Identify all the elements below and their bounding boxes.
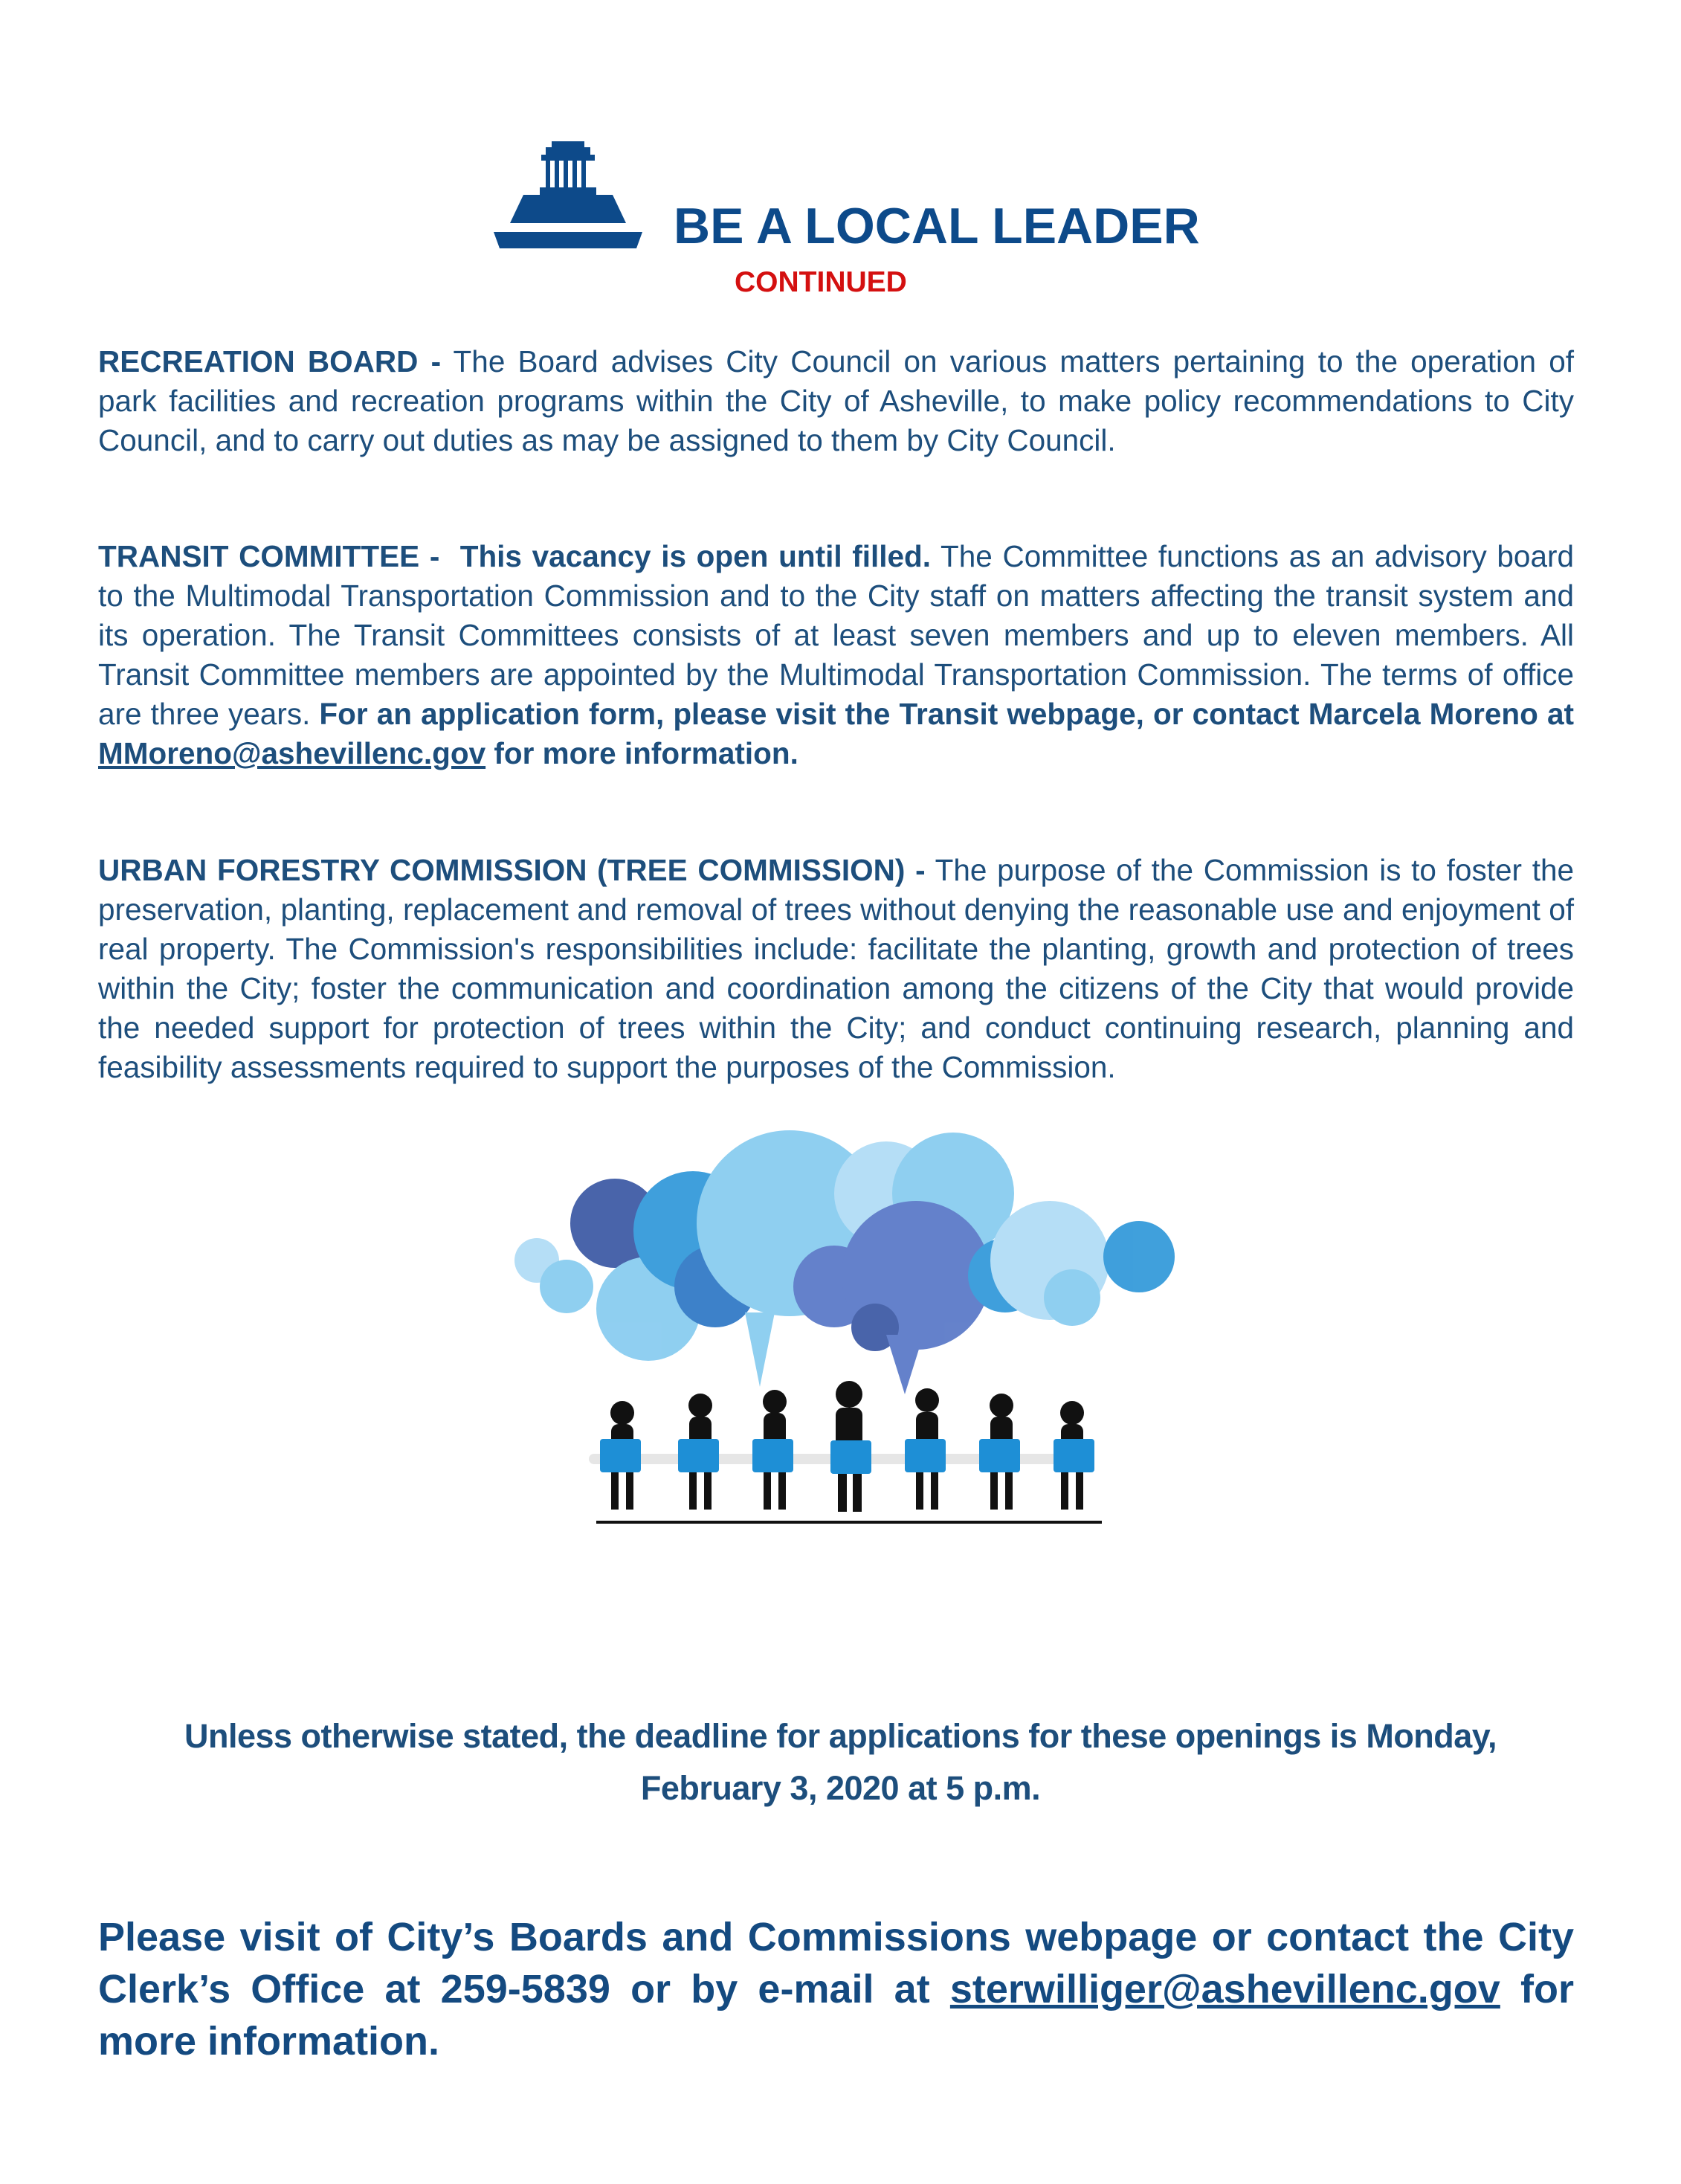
transit-committee-section bbox=[98, 537, 1574, 773]
contact-tail: for more information. bbox=[98, 1967, 1574, 2064]
section-heading: TRANSIT COMMITTEE - bbox=[98, 539, 440, 573]
deadline-line-2: February 3, 2020 at 5 p.m. bbox=[640, 1769, 1041, 1807]
bubble-icon bbox=[1044, 1269, 1100, 1326]
section-body: The purpose of the Commission is to foster the preservation, planting, replacement and removal of trees without denying the reasonable use and enjoyment of real property. The Commission's responsibilities include: facilitate the planting, growth and protection of trees within the City; foster the communication and coordination among the citizens of the City that would provide the needed support for protection of trees within the City; and conduct continuing research, planning and feasibility assessments required to support the purposes of the Commission. bbox=[98, 853, 1574, 1084]
bubble-icon bbox=[1103, 1221, 1175, 1292]
deadline-notice bbox=[59, 1710, 1622, 1814]
transit-email-link[interactable]: MMoreno@ashevillenc.gov bbox=[98, 736, 486, 770]
contact-notice bbox=[98, 1911, 1574, 2067]
clerk-email-link[interactable]: sterwilliger@ashevillenc.gov bbox=[949, 1967, 1500, 2011]
section-heading: URBAN FORESTRY COMMISSION (TREE COMMISSION) - bbox=[98, 853, 926, 887]
contact-text: Please visit of City’s Boards and Commissions webpage or contact the City Clerk’s Office at 259-5839 or by e-mail at bbox=[98, 1915, 1574, 2011]
page-subtitle: CONTINUED bbox=[735, 266, 907, 298]
deadline-line-1: Unless otherwise stated, the deadline for applications for these openings is Monday, bbox=[184, 1717, 1497, 1755]
page-title: BE A LOCAL LEADER bbox=[674, 198, 1200, 254]
application-text: For an application form, please visit the Transit webpage, or contact Marcela Moreno at bbox=[319, 697, 1575, 731]
meeting-speech-bubbles-illustration bbox=[500, 1119, 1184, 1536]
section-body: The Committee functions as an advisory board to the Multimodal Transportation Commission and to the City staff on matters affecting the transit system and its operation. The Transit Committees consists of at least seven members and up to eleven members. All Transit Committee members are appointed by the Multimodal Transportation Commission. The terms of office are three years. bbox=[98, 539, 1574, 731]
vacancy-note: This vacancy is open until filled. bbox=[459, 539, 932, 573]
section-body: The Board advises City Council on various matters pertaining to the operation of park facilities and recreation programs within the City of Asheville, to make policy recommendations to City Council, and to carry out duties as may be assigned to them by City Council. bbox=[98, 344, 1574, 457]
capitol-building-icon bbox=[494, 140, 642, 251]
section-heading: RECREATION BOARD - bbox=[98, 344, 442, 379]
bubble-icon bbox=[540, 1260, 593, 1313]
recreation-board-section bbox=[98, 342, 1574, 460]
urban-forestry-section bbox=[98, 851, 1574, 1087]
application-tail: for more information. bbox=[485, 736, 798, 770]
